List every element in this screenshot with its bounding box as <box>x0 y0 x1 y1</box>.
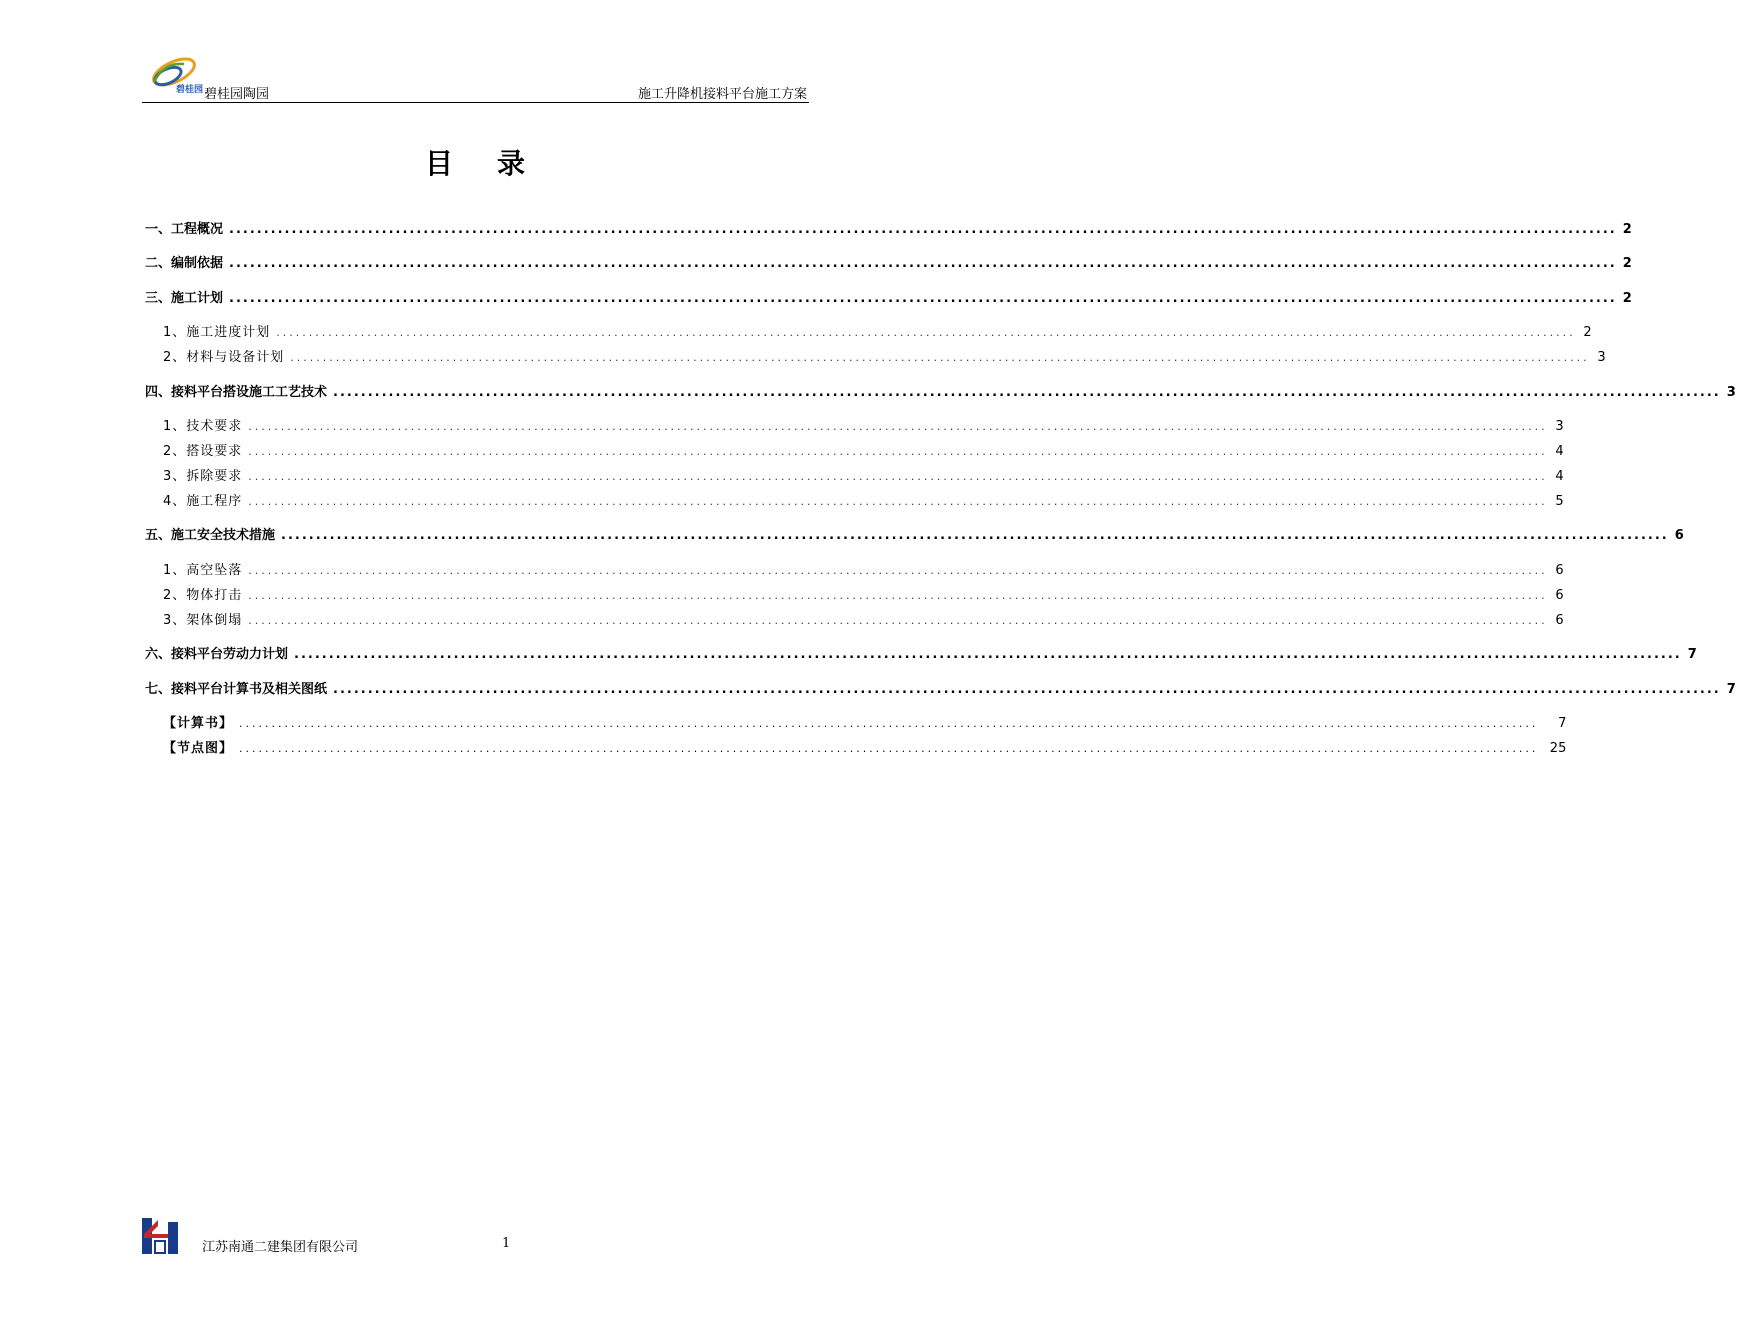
toc-entry[interactable] <box>145 252 1632 271</box>
toc-dot-leader: ........................................................................................................................................................................................................ <box>239 717 1539 730</box>
toc-entry[interactable] <box>145 465 1564 484</box>
toc-entry-page-number: 7 <box>1726 682 1736 697</box>
toc-entry-page-number: 6 <box>1674 528 1684 543</box>
toc-dot-leader: ........................................................................................................................................................................................................ <box>276 326 1576 339</box>
toc-entry-page-number: 2 <box>1622 256 1632 271</box>
toc-entry-label: 四、接料平台搭设施工工艺技术 <box>145 385 328 400</box>
toc-entry-label: 一、工程概况 <box>145 222 224 237</box>
toc-entry-label: 二、编制依据 <box>145 256 224 271</box>
footer-company-name: 江苏南通二建集团有限公司 <box>202 1240 359 1255</box>
toc-entry-label: 六、接料平台劳动力计划 <box>145 647 289 662</box>
footer-page-number: 1 <box>502 1236 511 1251</box>
toc-entry[interactable] <box>145 321 1592 340</box>
toc-dot-leader: ........................................................................................................................................................................................................ <box>248 564 1548 577</box>
toc-entry-page-number: 5 <box>1555 494 1564 509</box>
toc-entry-page-number: 2 <box>1622 222 1632 237</box>
toc-entry-page-number: 6 <box>1555 563 1564 578</box>
toc-entry[interactable] <box>145 346 1606 365</box>
toc-dot-leader: ........................................................................................................................................................................................................ <box>290 351 1590 364</box>
toc-entry[interactable] <box>145 524 1684 543</box>
toc-entry-label: 1、技术要求 <box>163 419 243 434</box>
toc-dot-leader: ........................................................................................................................................................................................................ <box>229 256 1617 271</box>
toc-dot-leader: ........................................................................................................................................................................................................ <box>248 445 1548 458</box>
toc-title: 目录 <box>424 147 569 180</box>
toc-entry-label: 2、材料与设备计划 <box>163 350 285 365</box>
toc-entry-page-number: 4 <box>1555 469 1564 484</box>
toc-entry-page-number: 7 <box>1687 647 1697 662</box>
toc-dot-leader: ........................................................................................................................................................................................................ <box>333 682 1721 697</box>
toc-entry[interactable] <box>145 287 1632 306</box>
toc-entry-page-number: 7 <box>1558 716 1567 731</box>
toc-entry[interactable] <box>145 490 1564 509</box>
toc-dot-leader: ........................................................................................................................................................................................................ <box>248 614 1548 627</box>
toc-entry[interactable] <box>145 584 1564 603</box>
toc-entry[interactable] <box>145 712 1567 731</box>
toc-entry-page-number: 4 <box>1555 444 1564 459</box>
toc-entry-label: 2、物体打击 <box>163 588 243 603</box>
header-document-title: 施工升降机接料平台施工方案 <box>637 87 807 102</box>
toc-entry-label: 1、高空坠落 <box>163 563 243 578</box>
toc-dot-leader: ........................................................................................................................................................................................................ <box>294 647 1682 662</box>
toc-entry[interactable] <box>145 678 1736 697</box>
toc-dot-leader: ........................................................................................................................................................................................................ <box>281 528 1669 543</box>
toc-dot-leader: ........................................................................................................................................................................................................ <box>239 742 1539 755</box>
toc-dot-leader: ........................................................................................................................................................................................................ <box>333 385 1721 400</box>
footer-company-logo <box>142 1216 182 1256</box>
toc-dot-leader: ........................................................................................................................................................................................................ <box>229 291 1617 306</box>
toc-entry-page-number: 2 <box>1622 291 1632 306</box>
page-header <box>142 50 809 103</box>
toc-entry-label: 【节点图】 <box>163 741 234 756</box>
toc-entry-page-number: 6 <box>1555 613 1564 628</box>
toc-entry-page-number: 3 <box>1555 419 1564 434</box>
company-logo <box>144 52 202 96</box>
toc-entry-page-number: 25 <box>1549 741 1567 756</box>
toc-dot-leader: ........................................................................................................................................................................................................ <box>248 495 1548 508</box>
toc-entry[interactable] <box>145 559 1564 578</box>
toc-entry-label: 1、施工进度计划 <box>163 325 271 340</box>
toc-dot-leader: ........................................................................................................................................................................................................ <box>248 470 1548 483</box>
toc-entry[interactable] <box>145 737 1567 756</box>
toc-dot-leader: ........................................................................................................................................................................................................ <box>248 589 1548 602</box>
toc-entry[interactable] <box>145 381 1736 400</box>
toc-entry-page-number: 6 <box>1555 588 1564 603</box>
toc-entry-page-number: 3 <box>1597 350 1606 365</box>
toc-entry-label: 4、施工程序 <box>163 494 243 509</box>
toc-entry-label: 3、架体倒塌 <box>163 613 243 628</box>
toc-entry-label: 三、施工计划 <box>145 291 224 306</box>
header-project-name: 碧桂园陶园 <box>204 87 270 102</box>
toc-entry-label: 3、拆除要求 <box>163 469 243 484</box>
toc-entry-page-number: 3 <box>1726 385 1736 400</box>
toc-entry[interactable] <box>145 609 1564 628</box>
toc-dot-leader: ........................................................................................................................................................................................................ <box>229 222 1617 237</box>
toc-entry[interactable] <box>145 415 1564 434</box>
toc-entry-label: 五、施工安全技术措施 <box>145 528 276 543</box>
toc-entry-page-number: 2 <box>1583 325 1592 340</box>
toc-entry[interactable] <box>145 440 1564 459</box>
toc-entry-label: 七、接料平台计算书及相关图纸 <box>145 682 328 697</box>
toc-entry[interactable] <box>145 218 1632 237</box>
toc-entry-label: 2、搭设要求 <box>163 444 243 459</box>
toc-entry-label: 【计算书】 <box>163 716 234 731</box>
toc-entry[interactable] <box>145 643 1697 662</box>
toc-dot-leader: ........................................................................................................................................................................................................ <box>248 420 1548 433</box>
svg-text:碧桂园: 碧桂园 <box>176 85 204 95</box>
